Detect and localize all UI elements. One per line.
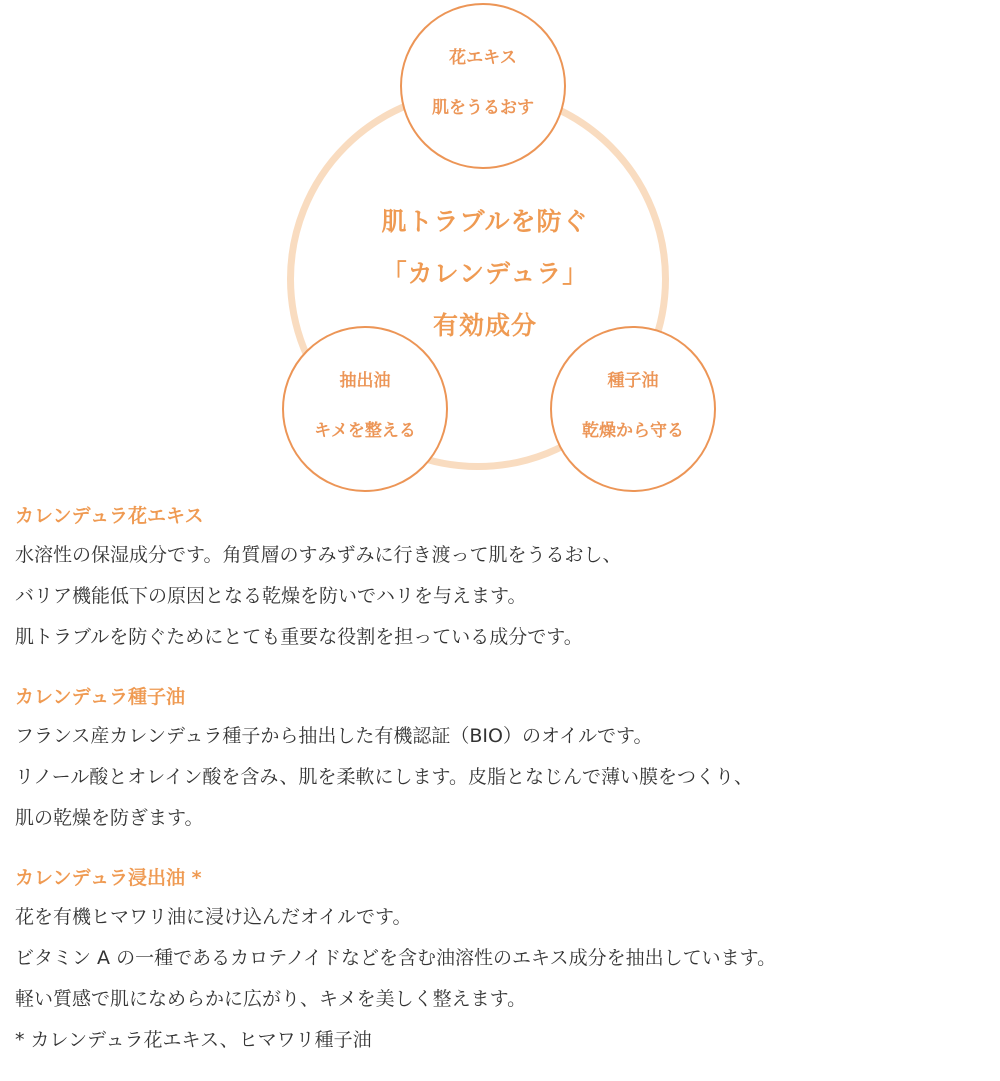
- body-line: リノール酸とオレイン酸を含み、肌を柔軟にします。皮脂となじんで薄い膜をつくり、: [15, 766, 753, 788]
- ingredient-diagram: [0, 0, 1000, 500]
- body-line: ビタミン A の一種であるカロテノイドなどを含む油溶性のエキス成分を抽出しています。: [15, 947, 777, 969]
- ingredient-descriptions: [15, 497, 990, 1081]
- body-line: 軽い質感で肌になめらかに広がり、キメを美しく整えます。: [15, 988, 527, 1010]
- node-flower-extract: [400, 3, 566, 169]
- node-name: 抽出油: [339, 371, 391, 391]
- body-line: バリア機能低下の原因となる乾燥を防いでハリを与えます。: [15, 585, 527, 607]
- center-line: 「カレンデュラ」: [381, 259, 589, 288]
- section-title: カレンデュラ花エキス: [15, 505, 204, 527]
- node-effect: 乾燥から守る: [582, 421, 684, 441]
- center-line: 有効成分: [432, 311, 537, 340]
- body-line: 肌の乾燥を防ぎます。: [15, 807, 204, 829]
- section-title: カレンデュラ種子油: [15, 686, 185, 708]
- node-effect: 肌をうるおす: [432, 98, 534, 118]
- node-effect: キメを整える: [314, 421, 416, 441]
- node-name: 花エキス: [449, 48, 517, 68]
- body-line: 水溶性の保湿成分です。角質層のすみずみに行き渡って肌をうるおし、: [15, 544, 622, 566]
- body-line: フランス産カレンデュラ種子から抽出した有機認証（BIO）のオイルです。: [15, 725, 653, 747]
- node-name: 種子油: [607, 371, 659, 391]
- center-line: 肌トラブルを防ぐ: [381, 207, 589, 236]
- section-seed-oil: [15, 678, 990, 839]
- node-infused-oil: [282, 326, 448, 492]
- section-infused-oil: [15, 859, 990, 1061]
- section-title: カレンデュラ浸出油 *: [15, 867, 202, 889]
- node-seed-oil: [550, 326, 716, 492]
- body-line: 花を有機ヒマワリ油に浸け込んだオイルです。: [15, 906, 412, 928]
- footnote: * カレンデュラ花エキス、ヒマワリ種子油: [15, 1029, 372, 1051]
- section-flower-extract: [15, 497, 990, 658]
- body-line: 肌トラブルを防ぐためにとても重要な役割を担っている成分です。: [15, 626, 583, 648]
